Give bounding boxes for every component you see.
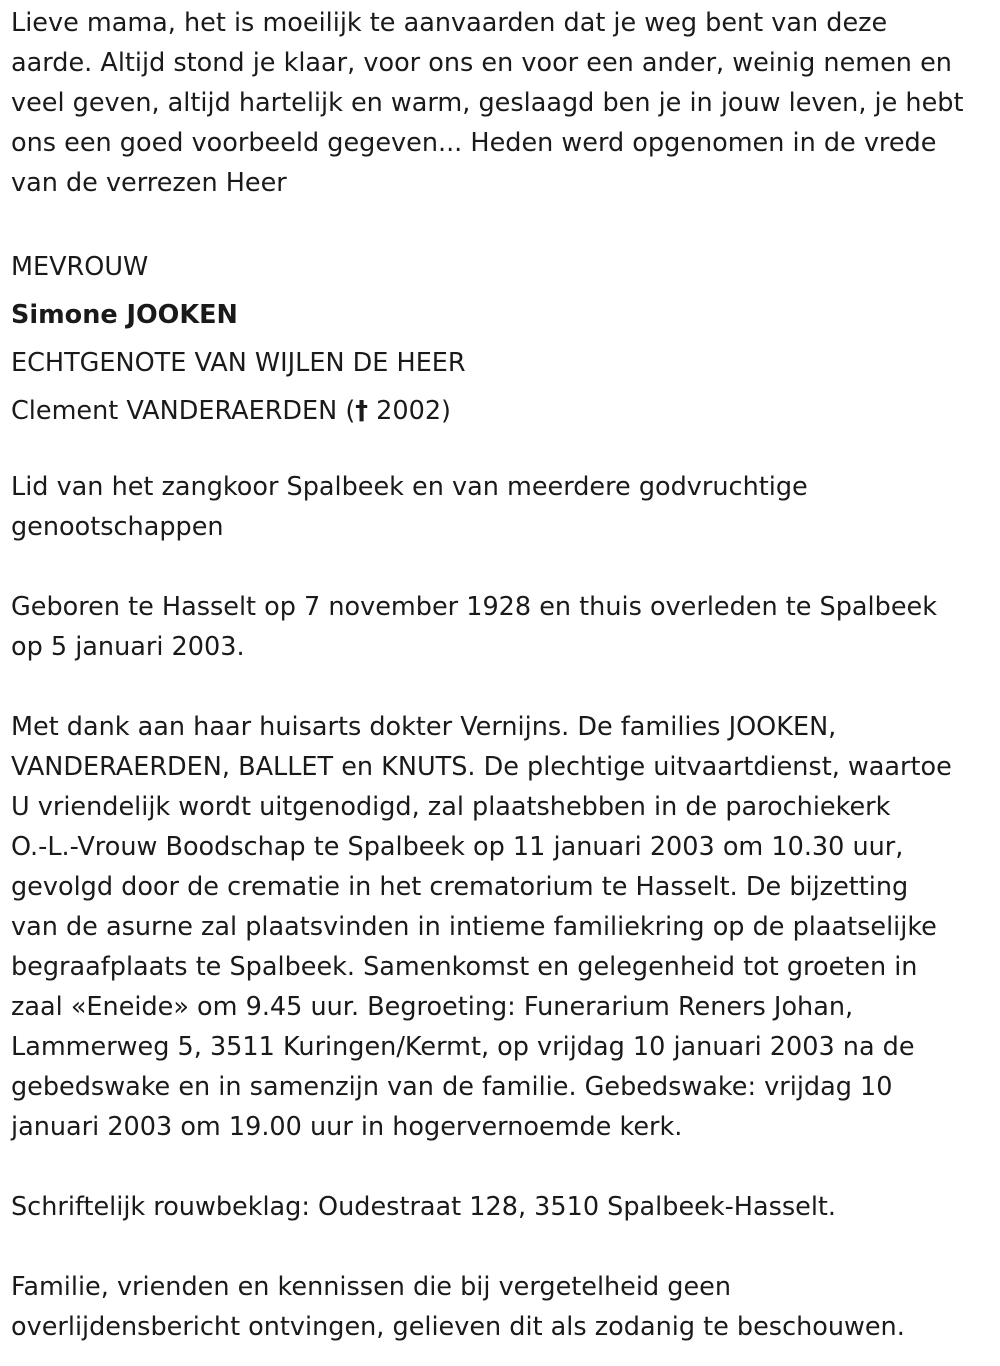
closing-paragraph: Familie, vrienden en kennissen die bij vergetelheid geen overlijdensbericht ontvingen, gelieven dit als zodanig te beschouwen. [11,1272,905,1342]
spacer [11,203,996,243]
obituary-notice [11,3,996,1347]
spouse-line: ECHTGENOTE VAN WIJLEN DE HEER [11,348,466,378]
spacer [11,667,996,707]
deceased-name: Simone JOOKEN [11,300,238,330]
membership-paragraph: Lid van het zangkoor Spalbeek en van meerdere godvruchtige genootschappen [11,472,808,542]
cross-icon: † [355,396,369,426]
spacer [11,435,996,467]
spouse-name-line [11,387,996,435]
title-honorific: MEVROUW [11,252,149,282]
condolences-paragraph: Schriftelijk rouwbeklag: Oudestraat 128, 3510 Spalbeek-Hasselt. [11,1192,837,1222]
spouse-name: Clement VANDERAERDEN ( [11,396,356,426]
spacer [11,547,996,587]
deceased-block [11,243,996,435]
spouse-death-year: 2002) [368,396,451,426]
spacer [11,1147,996,1187]
spacer [11,1227,996,1267]
ceremony-paragraph: Met dank aan haar huisarts dokter Vernijns. De families JOOKEN, VANDERAERDEN, BALLET en KNUTS. De plechtige uitvaartdienst, waartoe U vriendelijk wordt uitgenodigd, zal plaatshebben in de parochiekerk O.-L.-Vrouw Boodschap te Spalbeek op 11 januari 2003 om 10.30 uur, gevolgd door de crematie in het crematorium te Hasselt. De bijzetting van de asurne zal plaatsvinden in intieme familiekring op de plaatselijke begraafplaats te Spalbeek. Samenkomst en gelegenheid tot groeten in zaal «Eneide» om 9.45 uur. Begroeting: Funerarium Reners Johan, Lammerweg 5, 3511 Kuringen/Kermt, op vrijdag 10 januari 2003 na de gebedswake en in samenzijn van de familie. Gebedswake: vrijdag 10 januari 2003 om 19.00 uur in hogervernoemde kerk. [11,712,952,1142]
intro-paragraph: Lieve mama, het is moeilijk te aanvaarden dat je weg bent van deze aarde. Altijd stond je klaar, voor ons en voor een ander, weinig nemen en veel geven, altijd hartelijk en warm, geslaagd ben je in jouw leven, je hebt ons een goed voorbeeld gegeven... Heden werd opgenomen in de vrede van de verrezen Heer [11,8,964,198]
birth-death-paragraph: Geboren te Hasselt op 7 november 1928 en thuis overleden te Spalbeek op 5 januari 2003. [11,592,937,662]
